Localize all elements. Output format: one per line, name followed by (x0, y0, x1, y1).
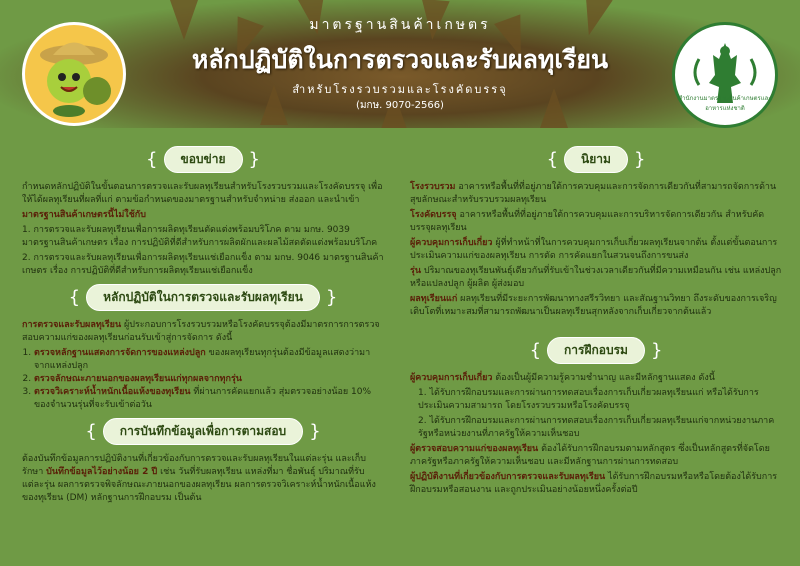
training-heading-label: การฝึกอบรม (547, 337, 645, 364)
practice-item-1-keyword: ตรวจหลักฐานแสดงการจัดการของแหล่งปลูก (34, 348, 206, 358)
definition-item (410, 209, 782, 235)
training-staff-keyword: ผู้ปฏิบัติงานที่เกี่ยวข้องกับการตรวจและรับผลทุเรียน (410, 472, 606, 482)
definition-text: ผู้ที่ทำหน้าที่ในการควบคุมการเก็บเกี่ยวผลทุเรียนจากต้น ตั้งแต่ขั้นตอนการประเมินความแก่ของผลทุเรียน การตัด การคัดแยกในสวนจนถึงการขนส่ง (410, 238, 778, 261)
records-paragraph (22, 453, 384, 505)
seal-text: สำนักงานมาตรฐานสินค้าเกษตรและอาหารแห่งชาติ (678, 95, 772, 112)
training-heading: { การฝึกอบรม } (410, 337, 782, 364)
practice-item-3-keyword: ตรวจวิเคราะห์น้ำหนักเนื้อแห้งของทุเรียน (34, 387, 191, 397)
training-item-2: 2. ได้รับการฝึกอบรมและการผ่านการทดสอบเรื่องการเก็บเกี่ยวผลทุเรียนแก่จากหน่วยงานภาครัฐหรือหน่วยงานที่ภาครัฐให้ความเห็นชอบ (418, 416, 775, 439)
left-column (22, 140, 384, 550)
practice-list (22, 347, 384, 412)
definition-term: ผลทุเรียนแก่ (410, 294, 458, 304)
page-subtitle: สำหรับโรงรวบรวมและโรงคัดบรรจุ (292, 83, 508, 96)
training-inspector-keyword: ผู้ตรวจสอบความแก่ของผลทุเรียน (410, 444, 539, 454)
standard-code: (มกษ. 9070-2566) (356, 100, 444, 111)
definition-term: โรงคัดบรรจุ (410, 210, 457, 220)
practice-item-2 (34, 373, 384, 386)
definition-item (410, 237, 782, 263)
definition-term: ผู้ควบคุมการเก็บเกี่ยว (410, 238, 493, 248)
definition-text: อาคารหรือพื้นที่ที่อยู่ภายใต้การควบคุมและการบริหารจัดการเดียวกัน สำหรับคัดบรรจุผลทุเรียน (410, 210, 765, 233)
definition-text: ผลทุเรียนที่มีระยะการพัฒนาทางสรีรวิทยา และสัณฐานวิทยา ถึงระดับของการเจริญเติบโตที่เหมาะสมที่สามารถพัฒนาเป็นผลทุเรียนสุกหลังจากเก็บเกี่ยวจากต้นแล้ว (410, 294, 777, 317)
definition-term: รุ่น (410, 266, 421, 276)
definition-item (410, 265, 782, 291)
definitions-heading-label: นิยาม (564, 146, 628, 173)
practice-lead-keyword: การตรวจและรับผลทุเรียน (22, 320, 122, 330)
standard-label: มาตรฐานสินค้าเกษตร (309, 17, 491, 33)
scope-heading-label: ขอบข่าย (164, 146, 243, 173)
practice-lead-text: ผู้ประกอบการโรงรวบรวมหรือโรงคัดบรรจุต้องมีมาตรการการตรวจสอบความแก่ของผลทุเรียนก่อนรับเข้าสู่การจัดการ ดังนี้ (22, 320, 380, 343)
scope-item-1: 1. การตรวจและรับผลทุเรียนเพื่อการผลิตทุเรียนตัดแต่งพร้อมบริโภค ตาม มกษ. 9039 มาตรฐานสินค้าเกษตร เรื่อง การปฏิบัติที่ดีสำหรับการผลิตผักและผลไม้สดตัดแต่งพร้อมบริโภค (22, 225, 378, 248)
definition-text: ปริมาณของทุเรียนพันธุ์เดียวกันที่รับเข้าในช่วงเวลาเดียวกันที่มีความเหมือนกัน เช่น แหล่งปลูกหรือแปลงปลูก ผู้ผลิต ผู้ส่งมอบ (410, 266, 782, 289)
definition-item (410, 181, 782, 207)
training-lead-text: ต้องเป็นผู้มีความรู้ความชำนาญ และมีหลักฐานแสดง ดังนี้ (492, 373, 715, 383)
scope-exclusion-title: มาตรฐานสินค้าเกษตรนี้ไม่ใช้กับ (22, 210, 146, 220)
practice-heading: { หลักปฏิบัติในการตรวจและรับผลทุเรียน } (22, 284, 384, 311)
definition-item (410, 293, 782, 319)
definition-term: โรงรวบรวม (410, 182, 456, 192)
records-heading: { การบันทึกข้อมูลเพื่อการตามสอบ } (22, 418, 384, 445)
practice-item-1-text: ของผลทุเรียนทุกรุ่นต้องมีข้อมูลแสดงว่ามาจากแหล่งปลูก (34, 348, 371, 371)
records-heading-label: การบันทึกข้อมูลเพื่อการตามสอบ (103, 418, 303, 445)
training-item-1: 1. ได้รับการฝึกอบรมและการผ่านการทดสอบเรื่องการเก็บเกี่ยวผลทุเรียนแก่ หรือได้รับการประเมินความสามารถ โดยโรงรวบรวมหรือโรงคัดบรรจุ (418, 388, 759, 411)
scope-item-2: 2. การตรวจและรับผลทุเรียนเพื่อการผลิตทุเรียนแช่เยือกแข็ง ตาม มกษ. 9046 มาตรฐานสินค้าเกษตร เรื่อง การปฏิบัติที่ดีสำหรับการผลิตทุเรียนแช่เยือกแข็ง (22, 253, 384, 276)
records-text-1: ต้องบันทึกข้อมูลการปฏิบัติงานที่เกี่ยวข้องกับการตรวจและรับผลทุเรียนในแต่ละรุ่น และเก็บรักษา (22, 454, 366, 477)
header-banner (0, 0, 800, 128)
definitions-heading: { นิยาม } (410, 146, 782, 173)
practice-item-1 (34, 347, 384, 373)
practice-item-2-keyword: ตรวจลักษณะภายนอกของผลทุเรียนแก่ทุกผลจากทุกรุ่น (34, 374, 242, 384)
right-column (410, 140, 782, 550)
records-text-2: เช่น วันที่รับผลทุเรียน แหล่งที่มา ชื่อพันธุ์ ปริมาณที่รับแต่ละรุ่น ผลการตรวจพิจลักษณะภายนอกของผลทุเรียน ผลการตรวจวิเคราะห์น้ำหนักเนื้อแห้งของทุเรียน (DM) หลักฐานการฝึกอบรม เป็นต้น (22, 467, 376, 503)
practice-heading-label: หลักปฏิบัติในการตรวจและรับผลทุเรียน (86, 284, 320, 311)
practice-lead (22, 319, 384, 345)
training-lead (410, 372, 782, 385)
practice-item-3 (34, 386, 384, 412)
scope-paragraph: กำหนดหลักปฏิบัติในขั้นตอนการตรวจและรับผลทุเรียนสำหรับโรงรวบรวมและโรงคัดบรรจุ เพื่อให้ได้ผลทุเรียนที่ผลที่แก่ ตามข้อกำหนดของมาตรฐานสำหรับจำหน่าย ส่งออก และนำเข้า (22, 182, 383, 205)
practice-item-3-text: ที่ผ่านการคัดแยกแล้ว สุ่มตรวจอย่างน้อย 10% ของจำนวนรุ่นที่จะรับเข้าต่อวัน (34, 387, 372, 410)
training-inspector (410, 443, 782, 469)
training-lead-keyword: ผู้ควบคุมการเก็บเกี่ยว (410, 373, 493, 383)
training-staff-text: ได้รับการฝึกอบรมหรือหรือโดยต้องได้รับการฝึกอบรมหรือสอนงาน และถูกประเมินอย่างน้อยหนึ่งครั้งต่อปี (410, 472, 778, 495)
page-title: หลักปฏิบัติในการตรวจและรับผลทุเรียน (191, 45, 609, 74)
acfs-seal-logo (672, 22, 778, 128)
scope-heading: { ขอบข่าย } (22, 146, 384, 173)
training-inspector-text: ต้องได้รับการฝึกอบรมตามหลักสูตร ซึ่งเป็นหลักสูตรที่จัดโดยภาครัฐหรือภาครัฐให้ความเห็นชอบ และมีหลักฐานการผ่านการทดสอบ (410, 444, 770, 467)
training-staff (410, 471, 782, 497)
definition-text: อาคารหรือพื้นที่ที่อยู่ภายใต้การควบคุมและการจัดการเดียวกันที่สามารถจัดการด้านสุขลักษณะสำหรับรวบรวมผลทุเรียน (410, 182, 777, 205)
records-keyword: บันทึกข้อมูลไว้อย่างน้อย 2 ปี (46, 467, 158, 477)
